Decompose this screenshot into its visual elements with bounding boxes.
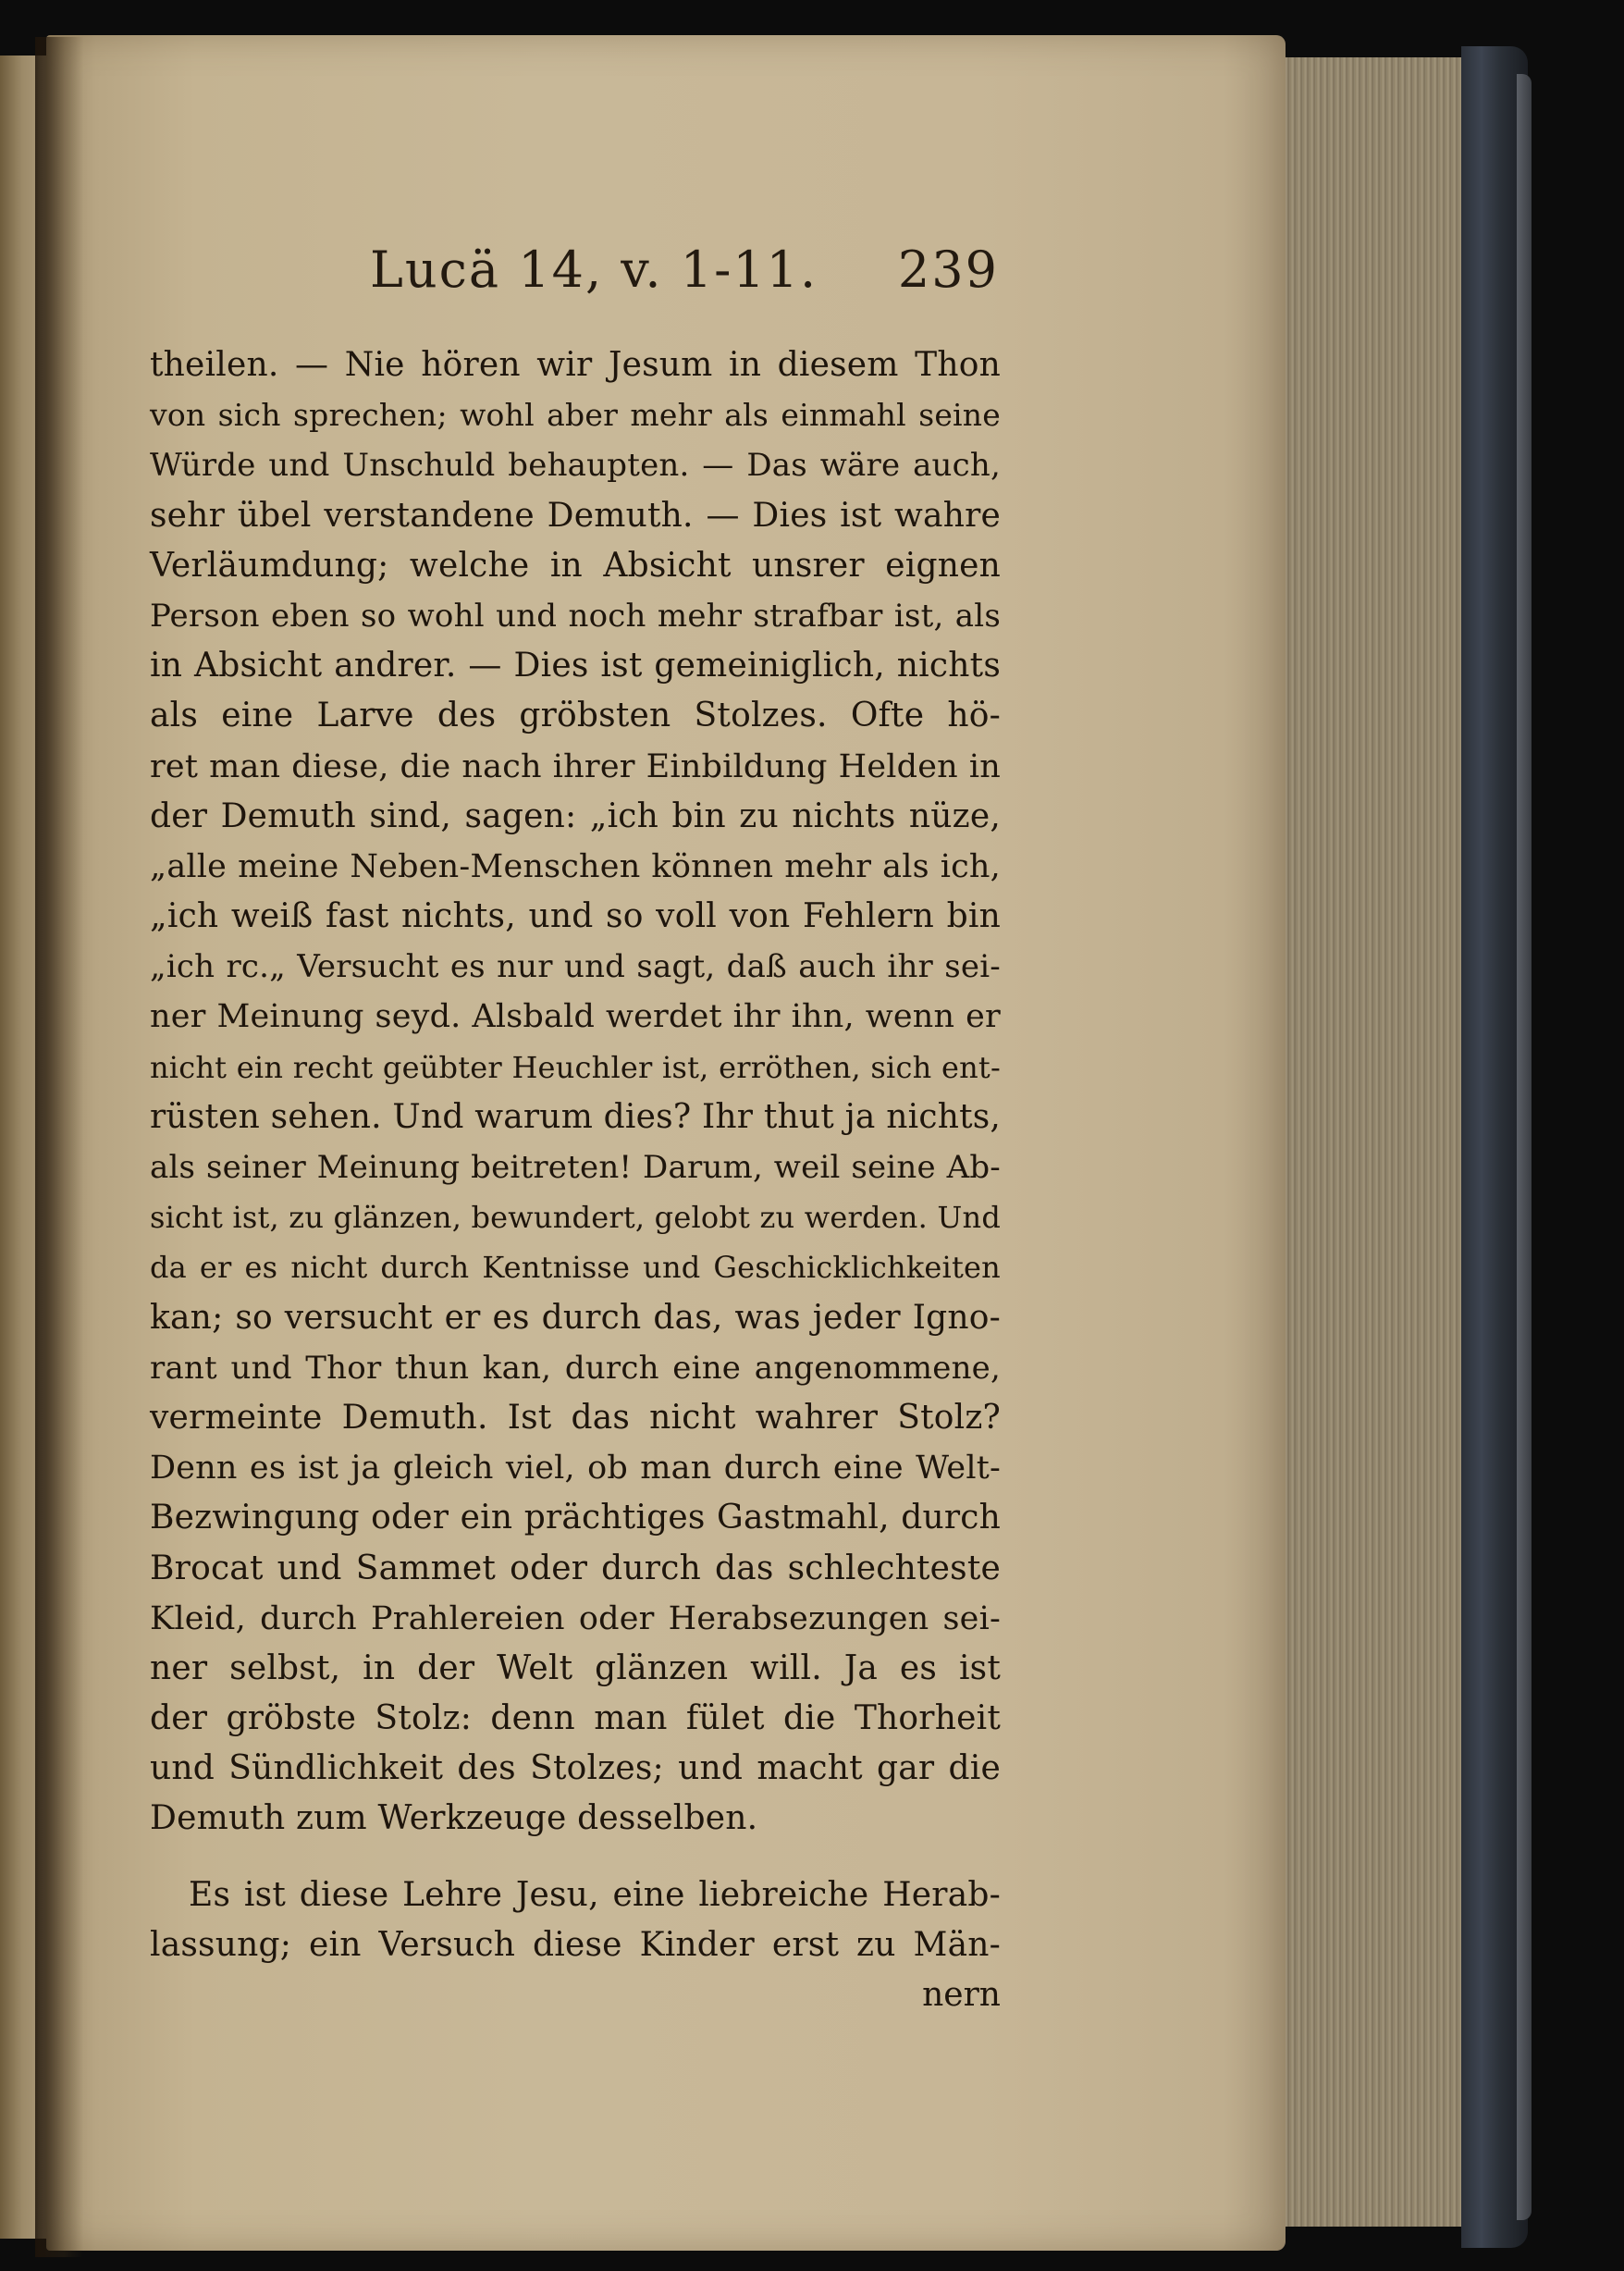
text-line: rüsten sehen. Und warum dies? Ihr thut ja nichts, <box>150 1097 1002 1136</box>
paragraph <box>150 340 1001 1845</box>
text-line: Bezwingung oder ein prächtiges Gastmahl, durch <box>150 1499 1001 1537</box>
text-line: Verläumdung; welche in Absicht unsrer eignen <box>150 546 1001 585</box>
text-line: theilen. — Nie hören wir Jesum in diesem Thon <box>150 346 1001 384</box>
text-line: Denn es ist ja gleich viel, ob man durch eine Welt- <box>150 1450 1001 1487</box>
text-line: Es ist diese Lehre Jesu, eine liebreiche Herab- <box>189 1875 1001 1914</box>
text-line: Würde und Unschuld behaupten. — Das wäre auch, <box>150 447 1001 485</box>
gutter-shadow <box>35 37 83 2257</box>
catchword: nern <box>922 1976 1001 2014</box>
text-line: als eine Larve des gröbsten Stolzes. Ofte hö- <box>150 697 1001 735</box>
text-line: der gröbste Stolz: denn man fület die Thorheit <box>150 1699 1001 1738</box>
text-line: Brocat und Sammet oder durch das schlechteste <box>150 1549 1001 1587</box>
text-line: in Absicht andrer. — Dies ist gemeiniglich, nichts <box>150 647 1001 685</box>
running-head: Lucä 14, v. 1-11. <box>370 241 818 299</box>
text-line: der Demuth sind, sagen: „ich bin zu nichts nüze, <box>150 796 1001 835</box>
page-block-edges <box>1284 57 1469 2227</box>
text-line: lassung; ein Versuch diese Kinder erst zu Män- <box>150 1925 1001 1964</box>
page-number: 239 <box>897 241 999 299</box>
text-line: „ich weiß fast nichts, und so voll von Fehlern bin <box>150 897 1001 936</box>
paragraph-gap <box>150 1845 1001 1870</box>
paragraph <box>150 1870 1001 1970</box>
text-line: ner selbst, in der Welt glänzen will. Ja es ist <box>150 1648 1001 1687</box>
text-line: und Sündlichkeit des Stolzes; und macht gar die <box>150 1749 1001 1788</box>
text-line: rant und Thor thun kan, durch eine angenommene, <box>150 1349 1001 1387</box>
text-line: sehr übel verstandene Demuth. — Dies ist wahre <box>150 496 1001 535</box>
text-line: nicht ein recht geübter Heuchler ist, erröthen, sich ent- <box>150 1049 1001 1085</box>
body-text <box>150 340 1001 2020</box>
text-line: kan; so versucht er es durch das, was jeder Igno- <box>150 1298 1001 1337</box>
text-line: vermeinte Demuth. Ist das nicht wahrer Stolz? <box>150 1398 1001 1437</box>
book-page <box>46 35 1286 2251</box>
text-line: Person eben so wohl und noch mehr strafbar ist, als <box>150 597 1001 635</box>
text-line: ner Meinung seyd. Alsbald werdet ihr ihn, wenn er <box>150 998 1001 1036</box>
text-line: da er es nicht durch Kentnisse und Geschicklichkeiten <box>150 1250 1001 1286</box>
text-line: Kleid, durch Prahlereien oder Herabsezungen sei- <box>150 1599 1001 1637</box>
text-line: Demuth zum Werkzeuge desselben. <box>150 1799 758 1838</box>
text-line: von sich sprechen; wohl aber mehr als einmahl seine <box>150 397 1001 434</box>
text-line: als seiner Meinung beitreten! Darum, weil seine Ab- <box>150 1149 1001 1186</box>
cover-edge <box>1517 74 1532 2220</box>
text-line: „ich rc.„ Versucht es nur und sagt, daß auch ihr sei- <box>150 948 1001 986</box>
text-line: sicht ist, zu glänzen, bewundert, gelobt zu werden. Und <box>150 1200 1001 1236</box>
page-header <box>370 241 999 315</box>
text-line: „alle meine Neben-Menschen können mehr als ich, <box>150 847 1001 885</box>
text-line: ret man diese, die nach ihrer Einbildung Helden in <box>150 747 1001 785</box>
